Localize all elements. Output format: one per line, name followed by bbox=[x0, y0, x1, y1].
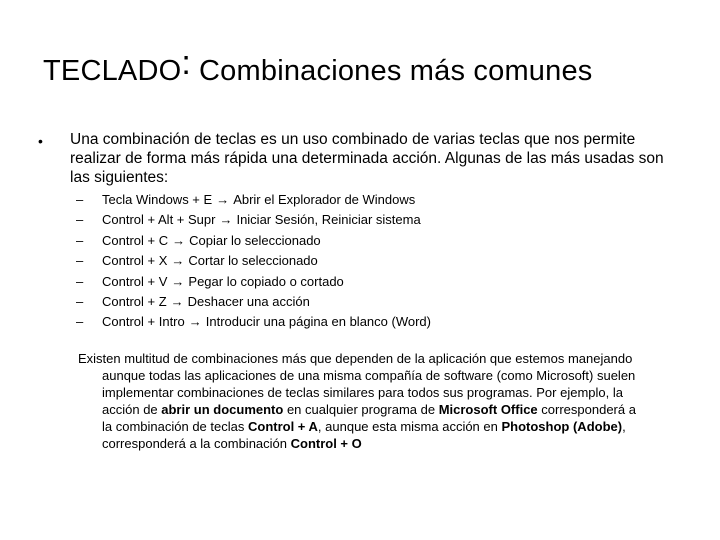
dash-icon: – bbox=[76, 212, 84, 228]
intro-text: Una combinación de teclas es un uso combinado de varias teclas que nos permite realizar de forma más rápida una determinada acción. Algunas de las más usadas son las siguientes: bbox=[70, 131, 664, 186]
shortcut-item bbox=[76, 292, 431, 312]
paragraph-text: Existen multitud de combinaciones más que dependen de la aplicación que estemos manejando bbox=[78, 351, 633, 366]
bold-term: Control + A bbox=[247, 419, 318, 434]
shortcut-combo: Control + Alt + Supr bbox=[102, 212, 216, 228]
shortcut-combo: Tecla Windows + E bbox=[102, 192, 213, 207]
paragraph-line bbox=[78, 401, 682, 418]
paragraph-line bbox=[78, 367, 682, 384]
dash-icon: – bbox=[76, 253, 84, 269]
dash-icon: – bbox=[76, 314, 84, 330]
paragraph-text: , aunque esta misma acción en bbox=[317, 419, 502, 434]
shortcut-action: Iniciar Sesión, Reiniciar sistema bbox=[236, 212, 421, 228]
shortcut-item bbox=[76, 231, 431, 251]
shortcut-action: Deshacer una acción bbox=[187, 293, 310, 309]
shortcut-action: Abrir el Explorador de Windows bbox=[233, 192, 416, 207]
bold-term: Microsoft Office bbox=[438, 402, 538, 417]
shortcut-item bbox=[76, 251, 431, 271]
shortcut-combo: Control + Z bbox=[102, 293, 167, 309]
paragraph-text: en cualquier programa de bbox=[283, 402, 439, 417]
shortcut-item bbox=[76, 312, 431, 332]
shortcut-action: Cortar lo seleccionado bbox=[188, 253, 318, 269]
paragraph-text: la combinación de teclas bbox=[102, 419, 248, 434]
paragraph-text: , bbox=[622, 419, 626, 434]
shortcut-item bbox=[76, 272, 431, 292]
title-colon: : bbox=[181, 44, 192, 82]
shortcut-action: Copiar lo seleccionado bbox=[189, 232, 321, 248]
arrow-right-icon: → bbox=[188, 314, 202, 330]
shortcut-combo: Control + Intro bbox=[102, 314, 185, 330]
paragraph-line bbox=[78, 350, 682, 367]
explanation-paragraph bbox=[78, 350, 682, 452]
arrow-right-icon: → bbox=[171, 273, 185, 289]
shortcut-combo: Control + V bbox=[102, 273, 168, 289]
paragraph-text: aunque todas las aplicaciones de una misma compañía de software (como Microsoft) suelen bbox=[102, 368, 636, 383]
arrow-right-icon: → bbox=[172, 232, 186, 248]
slide-title bbox=[43, 44, 593, 89]
shortcut-combo: Control + X bbox=[102, 253, 168, 269]
arrow-right-icon: → bbox=[216, 192, 230, 207]
dash-icon: – bbox=[76, 232, 84, 248]
bullet-icon: • bbox=[38, 133, 43, 149]
paragraph-line bbox=[78, 435, 682, 452]
bold-term: abrir un documento bbox=[161, 402, 284, 417]
dash-icon: – bbox=[76, 273, 84, 289]
paragraph-line bbox=[78, 384, 682, 401]
paragraph-text: implementar combinaciones de teclas similares para todos sus programas. Por ejemplo, la bbox=[102, 385, 623, 400]
arrow-right-icon: → bbox=[219, 212, 233, 228]
bold-term: Control + O bbox=[290, 436, 362, 451]
arrow-right-icon: → bbox=[171, 253, 185, 269]
arrow-right-icon: → bbox=[170, 293, 184, 309]
dash-icon: – bbox=[76, 192, 84, 207]
paragraph-text: corresponderá a la combinación bbox=[102, 436, 291, 451]
shortcut-item bbox=[76, 190, 431, 210]
bold-term: Photoshop (Adobe) bbox=[501, 419, 623, 434]
title-main: TECLADO bbox=[43, 55, 182, 87]
paragraph-text: corresponderá a bbox=[537, 402, 636, 417]
shortcut-list bbox=[76, 190, 431, 333]
paragraph-text: acción de bbox=[102, 402, 162, 417]
shortcut-action: Pegar lo copiado o cortado bbox=[188, 273, 344, 289]
shortcut-item bbox=[76, 210, 431, 230]
dash-icon: – bbox=[76, 293, 84, 309]
shortcut-combo: Control + C bbox=[102, 232, 169, 248]
shortcut-action: Introducir una página en blanco (Word) bbox=[205, 314, 431, 330]
title-subtitle: Combinaciones más comunes bbox=[199, 55, 593, 87]
paragraph-line bbox=[78, 418, 682, 435]
